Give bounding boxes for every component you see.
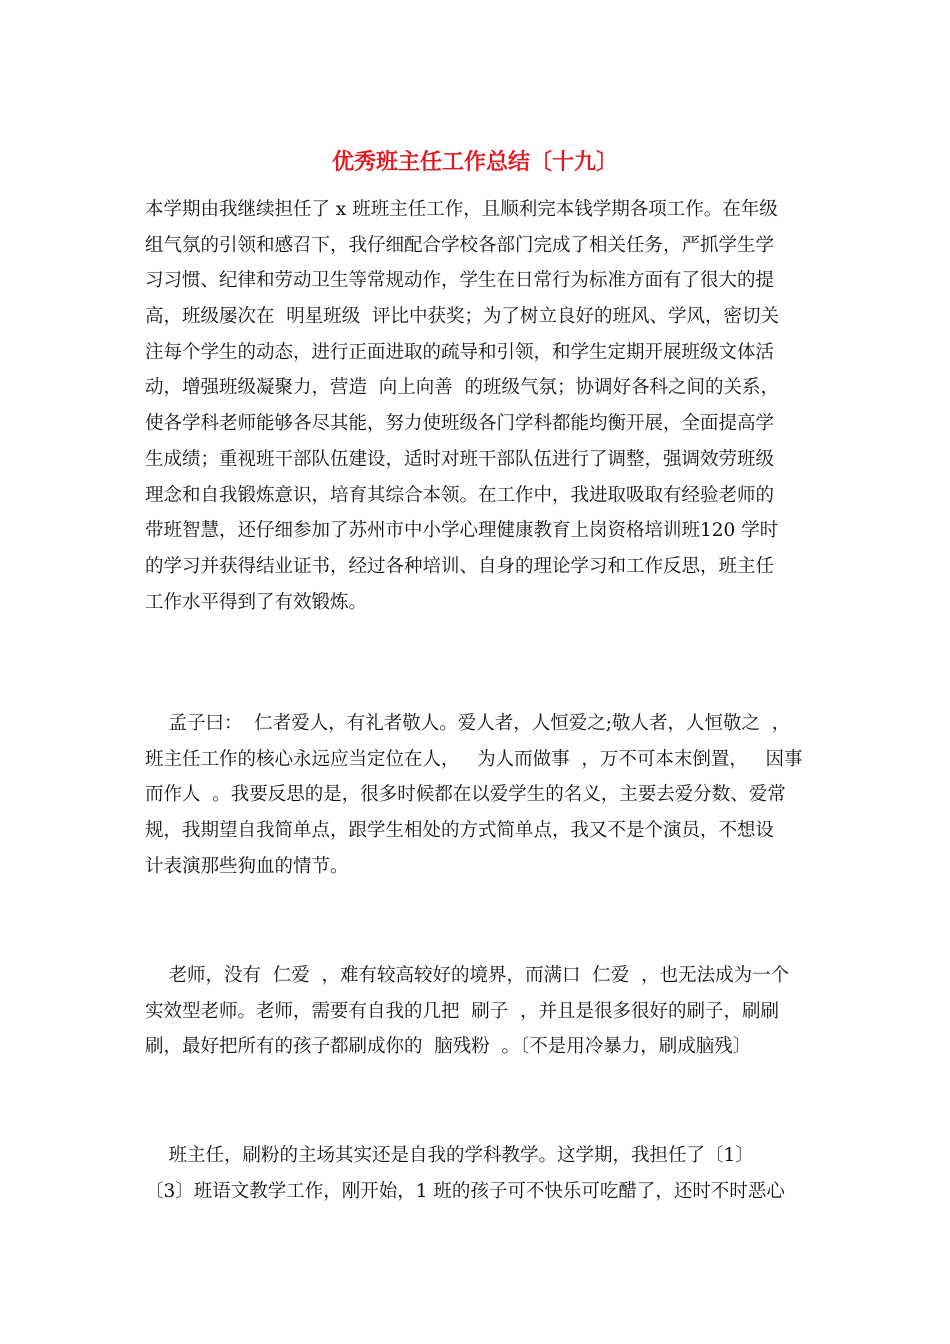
text-line: 生成绩；重视班干部队伍建设，适时对班干部队伍进行了调整，强调效劳班级 [145,448,775,470]
text-line: 孟子曰： 仁者爱人，有礼者敬人。爱人者，人恒爱之;敬人者，人恒敬之 ， [145,713,791,734]
text-line: 注每个学生的动态，进行正面进取的疏导和引领，和学生定期开展班级文体活 [145,341,775,363]
text-line: 本学期由我继续担任了 x 班班主任工作，且顺利完本钱学期各项工作。在年级 [145,199,778,220]
text-line: 〔3〕班语文教学工作，刚开始，1 班的孩子可不快乐可吃醋了，还时不时恶心 [145,1180,785,1202]
text-line: 而作人 。我要反思的是，很多时候都在以爱学生的名义，主要去爱分数、爱常 [145,784,786,806]
text-line: 组气氛的引领和感召下，我仔细配合学校各部门完成了相关任务，严抓学生学 [145,234,775,256]
paragraph-2 [145,706,805,884]
text-line: 工作水平得到了有效锻炼。 [145,591,368,613]
text-line: 习习惯、纪律和劳动卫生等常规动作，学生在日常行为标准方面有了很大的提 [145,270,775,292]
text-line: 高，班级屡次在 明星班级 评比中获奖；为了树立良好的班风、学风，密切关 [145,306,780,328]
paragraph-4 [145,1138,805,1209]
paragraph-1 [145,192,805,620]
document-title: 优秀班主任工作总结〔十九〕 [331,150,618,175]
text-line: 班主任，刷粉的主场其实还是自我的学科教学。这学期，我担任了〔1〕 [145,1145,754,1166]
paragraph-3 [145,958,805,1065]
text-line: 带班智慧，还仔细参加了苏州市中小学心理健康教育上岗资格培训班120 学时 [145,520,779,542]
text-line: 动，增强班级凝聚力，营造 向上向善 的班级气氛；协调好各科之间的关系， [145,377,780,399]
text-line: 刷，最好把所有的孩子都刷成你的 脑残粉 。〔不是用冷暴力，刷成脑残〕 [145,1036,752,1058]
text-line: 老师，没有 仁爱 ，难有较高较好的境界，而满口 仁爱 ，也无法成为一个 [145,965,790,986]
text-line: 的学习并获得结业证书，经过各种培训、自身的理论学习和工作反思，班主任 [145,555,775,577]
text-line: 计表演那些狗血的情节。 [145,855,349,877]
text-line: 规，我期望自我简单点，跟学生相处的方式简单点，我又不是个演员，不想设 [145,820,775,842]
text-line: 使各学科老师能够各尽其能，努力使班级各门学科都能均衡开展，全面提高学 [145,413,775,435]
text-line: 理念和自我锻炼意识，培育其综合本领。在工作中，我进取吸取有经验老师的 [145,484,775,506]
text-line: 实效型老师。老师，需要有自我的几把 刷子 ，并且是很多很好的刷子，刷刷 [145,1000,780,1022]
text-line: 班主任工作的核心永远应当定位在人， 为人而做事 ，万不可本末倒置， 因事 [145,748,803,770]
